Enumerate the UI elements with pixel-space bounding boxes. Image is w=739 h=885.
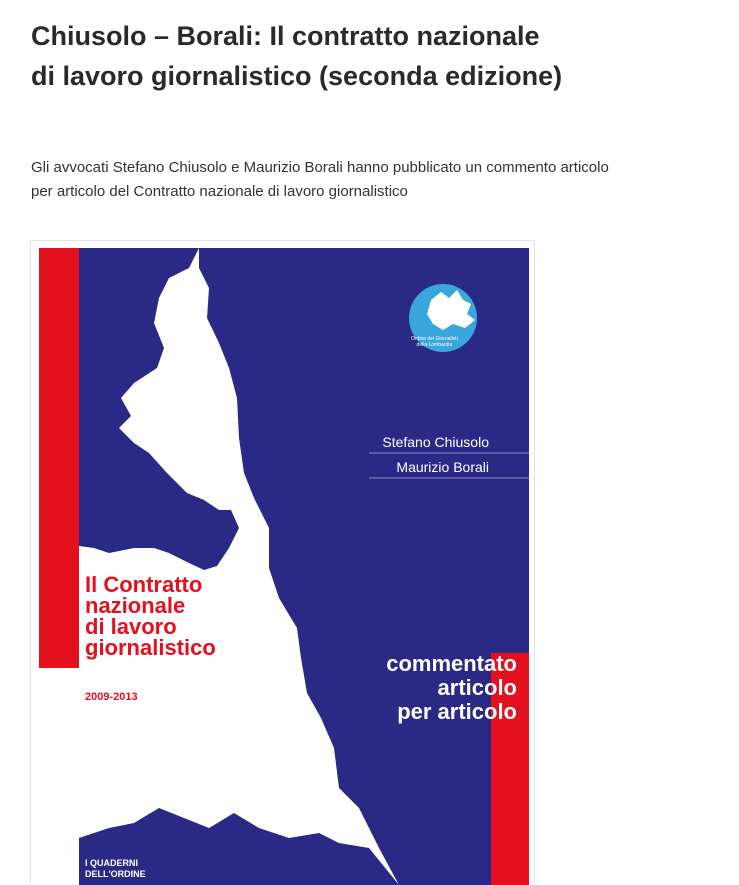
book-cover-figure[interactable] xyxy=(30,240,535,884)
cover-title-line-2: nazionale xyxy=(85,593,186,618)
cover-subtitle-line-3: per articolo xyxy=(397,699,517,724)
ordine-logo-line-1: Ordine dei Giornalisti xyxy=(411,336,458,342)
article-intro-line-1: Gli avvocati Stefano Chiusolo e Maurizio Borali hanno pubblicato un commento articolo xyxy=(31,159,609,176)
ordine-logo-text xyxy=(411,336,458,348)
cover-series xyxy=(85,858,146,880)
cover-subtitle xyxy=(386,652,517,724)
article-title xyxy=(31,16,711,96)
cover-series-line-2: DELL'ORDINE xyxy=(85,869,146,879)
cover-author-2: Maurizio Borali xyxy=(396,459,489,475)
article-intro-line-2: per articolo del Contratto nazionale di lavoro giornalistico xyxy=(31,183,408,200)
cover-title-line-4: giornalistico xyxy=(85,635,216,660)
cover-author-1: Stefano Chiusolo xyxy=(382,434,489,450)
cover-title xyxy=(85,574,216,658)
article-title-line-1: Chiusolo – Borali: Il contratto nazionale xyxy=(31,21,540,51)
article-title-line-2: di lavoro giornalistico (seconda edizione) xyxy=(31,61,563,91)
cover-white-strip-left xyxy=(39,668,79,885)
cover-subtitle-line-2: articolo xyxy=(437,675,517,700)
book-cover-image xyxy=(39,248,529,885)
cover-years: 2009-2013 xyxy=(85,691,138,703)
cover-title-line-1: Il Contratto xyxy=(85,572,203,597)
ordine-logo-line-2: della Lombardia xyxy=(416,342,453,348)
cover-subtitle-line-1: commentato xyxy=(386,651,517,676)
cover-title-line-3: di lavoro xyxy=(85,614,177,639)
cover-red-bar-left xyxy=(39,248,79,668)
article-intro xyxy=(31,156,711,204)
cover-series-line-1: I QUADERNI xyxy=(85,858,139,868)
